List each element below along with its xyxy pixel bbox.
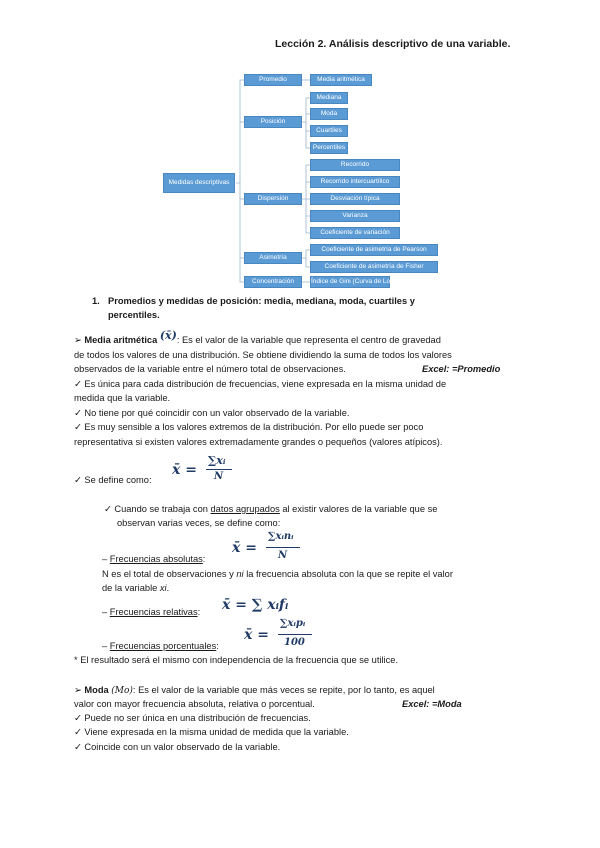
diagram-item-pearson: Coeficiente de asimetría de Pearson [310,244,438,256]
fraction-bar [278,634,312,635]
measures-diagram [0,0,600,300]
diagram-item-mediana: Mediana [310,92,348,104]
media-line3: observados de la variable entre el número total de observaciones. [74,364,346,374]
formula-abs-num: ∑xᵢnᵢ [268,531,294,542]
rel-colon: : [197,607,201,617]
diagram-item-percentiles: Percentiles [310,142,348,154]
formula-mean-num: ∑xᵢ [208,454,226,467]
moda-paragraph-line1 [74,683,435,698]
formula-abs-den: N [278,550,288,561]
formula-abs [232,531,312,565]
section-title-line1: Promedios y medidas de posición: media, mediana, moda, cuartiles y [108,296,415,306]
pct-colon: : [216,641,219,651]
diagram-item-recorrido-intercuartilico: Recorrido intercuartílico [310,176,400,188]
fraction-bar [266,547,300,548]
diagram-item-coef-variacion: Coeficiente de variación [310,227,400,239]
grouped-post: al existir valores de la variable que se [279,504,438,514]
pct-label: Frecuencias porcentuales [109,641,217,651]
moda-excel: Excel: =Moda [402,699,462,709]
formula-abs-lhs: x̄ = [232,540,257,556]
moda-check3: ✓ Coincide con un valor observado de la variable. [74,742,281,752]
diagram-item-fisher: Coeficiente de asimetría de Fisher [310,261,438,273]
media-note: * El resultado será el mismo con independencia de la frecuencia que se utilice. [74,655,399,665]
media-line1: : Es el valor de la variable que representa el centro de gravedad [176,335,441,345]
diagram-item-cuartiles: Cuartiles [310,125,348,137]
diagram-item-desviacion: Desviación típica [310,193,400,205]
formula-mean-den: N [214,471,224,482]
abs-desc2-pre: de la variable [102,583,160,593]
media-symbol: (x̄) [159,329,177,342]
abs-label: Frecuencias absolutas [109,554,203,564]
diagram-group-dispersion: Dispersión [244,193,302,205]
diagram-item-recorrido: Recorrido [310,159,400,171]
moda-check1: ✓ Puede no ser única en una distribución de frecuencias. [74,713,311,723]
rel-freq-line [102,605,200,619]
grouped-link: datos agrupados [210,504,280,514]
formula-mean-lhs: x̄ = [172,462,197,478]
abs-desc-line2 [102,581,169,595]
media-label: Media aritmética [84,335,158,345]
formula-pct [244,618,324,652]
moda-line2: valor con mayor frecuencia absoluta, relativa o porcentual. [74,699,315,709]
media-paragraph-line1 [74,329,441,347]
media-check3b: representativa si existen valores extremadamente grandes o pequeños (valores atípicos). [74,437,443,447]
diagram-item-moda: Moda [310,108,348,120]
moda-check2: ✓ Viene expresada en la misma unidad de medida que la variable. [74,727,349,737]
section-number: 1. [92,296,100,306]
diagram-group-concentracion: Concentración [244,276,302,288]
media-check1a: ✓ Es única para cada distribución de frecuencias, viene expresada en la misma unidad de [74,379,447,389]
media-check2: ✓ No tiene por qué coincidir con un valor observado de la variable. [74,408,350,418]
diagram-group-promedio: Promedio [244,74,302,86]
diagram-item-media: Media aritmética [310,74,372,86]
moda-label: Moda [84,685,109,695]
media-check3a: ✓ Es muy sensible a los valores extremos de la distribución. Por ello puede ser poco [74,422,424,432]
media-define: ✓ Se define como: [74,475,152,485]
formula-pct-lhs: x̄ = [244,627,269,643]
moda-line1: : Es el valor de la variable que más veces se repite, por lo tanto, es aquel [132,685,435,695]
diagram-root: Medidas descriptivas [163,173,235,193]
diagram-group-asimetria: Asimetría [244,252,302,264]
rel-dash: – [102,607,110,617]
formula-pct-den: 100 [284,637,305,648]
grouped-line1 [104,502,437,516]
formula-rel: x̄ = ∑ xᵢfᵢ [222,597,289,613]
formula-pct-num: ∑xᵢpᵢ [280,618,306,629]
media-check1b: medida que la variable. [74,393,171,403]
grouped-line2: observan varias veces, se define como: [117,518,281,528]
page-header-title: Lección 2. Análisis descriptivo de una variable. [275,38,511,50]
media-excel: Excel: =Promedio [422,364,501,374]
moda-symbol: (Mo) [111,686,133,696]
abs-freq-line [102,552,205,566]
abs-desc2-post: . [166,583,170,593]
grouped-pre: ✓ Cuando se trabaja con [104,504,211,514]
abs-dash: – [102,554,110,564]
media-line2: de todos los valores de una distribución. Se obtiene dividiendo la suma de todos los valores [74,350,452,360]
abs-desc-pre: N es el total de observaciones y [102,569,237,579]
moda-arrow-icon: ➢ [74,685,82,695]
abs-colon: : [202,554,206,564]
fraction-bar [206,469,232,470]
diagram-group-posicion: Posición [244,116,302,128]
abs-desc-ni: ni [236,569,244,579]
pct-dash: – [102,641,110,651]
diagram-item-varianza: Varianza [310,210,400,222]
abs-desc2-xi: xi [159,583,167,593]
pct-freq-line [102,639,219,653]
abs-desc-post: la frecuencia absoluta con la que se repite el valor [243,569,453,579]
diagram-item-gini: Índice de Gini (Curva de Lorenz) [310,276,390,288]
section-title-line2: percentiles. [108,310,160,320]
rel-label: Frecuencias relativas [109,607,198,617]
formula-mean [172,454,242,488]
media-arrow-icon: ➢ [74,335,82,345]
abs-desc-line1 [102,567,453,581]
